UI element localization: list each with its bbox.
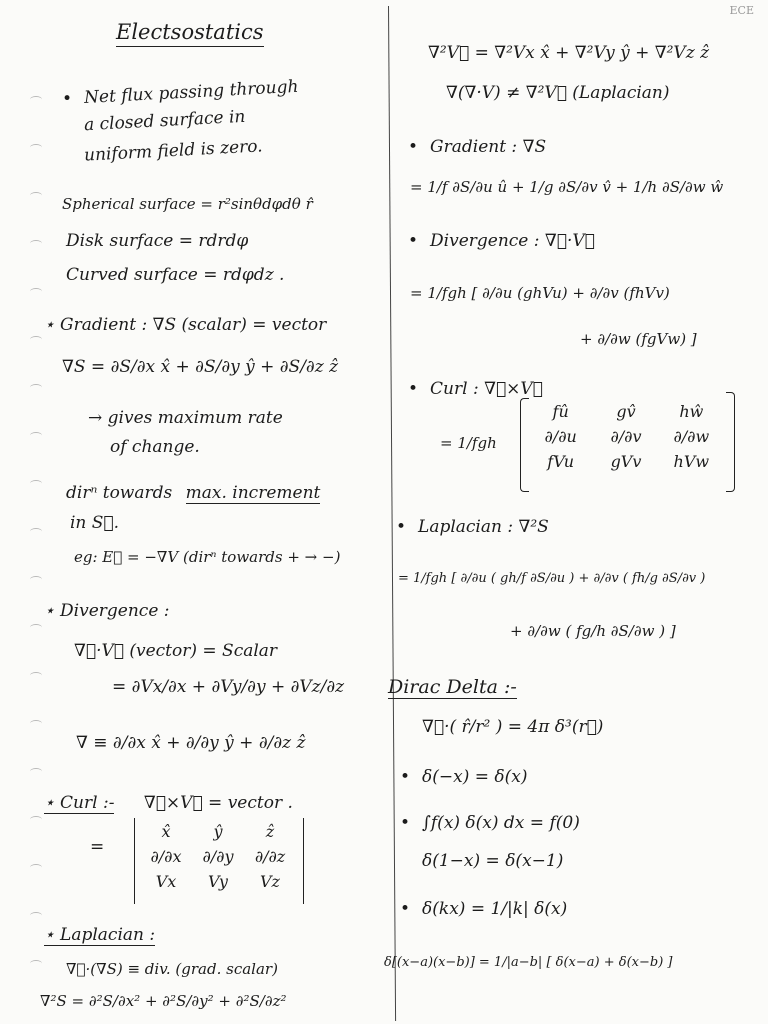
example-line: eg: E⃗ = −∇V (dirⁿ towards + → −) xyxy=(74,548,341,566)
curl-bracket-right xyxy=(726,392,735,492)
page-title: Electsostatics xyxy=(116,20,264,47)
flux-line-1: • Net flux passing through xyxy=(62,76,299,110)
laplacian-general-heading: • Laplacian : ∇²S xyxy=(396,516,549,538)
dirac-line-6: δ[(x−a)(x−b)] = 1/|a−b| [ δ(x−a) + δ(x−b) ] xyxy=(384,955,673,970)
dirac-line-5: • δ(kx) = 1/|k| δ(x) xyxy=(400,898,567,920)
laplacian-line-1: ∇⃗·(∇S) ≡ div. (grad. scalar) xyxy=(66,960,278,978)
left-curl-cell: ∂/∂z xyxy=(254,847,286,866)
divergence-general-eq-1: = 1/fgh [ ∂/∂u (ghVu) + ∂/∂v (fhVv) xyxy=(410,284,670,302)
divergence-line-1: ∇⃗·V⃗ (vector) = Scalar xyxy=(74,641,278,661)
punch-hole xyxy=(30,528,42,535)
dirac-delta-heading: Dirac Delta :- xyxy=(388,676,517,698)
left-curl-cell: ẑ xyxy=(265,822,275,841)
left-curl-cell: ∂/∂y xyxy=(202,847,234,866)
right-curl-cell: ∂/∂w xyxy=(673,427,710,446)
divergence-line-2: = ∂Vx/∂x + ∂Vy/∂y + ∂Vz/∂z xyxy=(112,677,345,697)
direction-line xyxy=(66,482,320,504)
gradient-equation: ∇S = ∂S/∂x x̂ + ∂S/∂y ŷ + ∂S/∂z ẑ xyxy=(62,357,339,377)
curl-matrix xyxy=(140,822,296,891)
punch-hole xyxy=(30,384,42,391)
curl-general-matrix xyxy=(528,402,724,471)
right-curl-cell: hŵ xyxy=(679,402,704,421)
punch-hole xyxy=(30,816,42,823)
max-increment: max. increment xyxy=(185,483,321,503)
dirac-line-3: • ∫f(x) δ(x) dx = f(0) xyxy=(400,812,580,834)
gradient-general-eq: = 1/f ∂S/∂u û + 1/g ∂S/∂v v̂ + 1/h ∂S/∂w ŵ xyxy=(410,178,724,196)
punch-hole xyxy=(30,432,42,439)
punch-hole xyxy=(30,912,42,919)
punch-hole xyxy=(30,288,42,295)
dirac-line-1: ∇⃗·( r̂/r² ) = 4π δ³(r⃗) xyxy=(422,717,604,737)
divergence-heading: ⋆ Divergence : xyxy=(44,601,170,621)
laplacian-general-eq-1: = 1/fgh [ ∂/∂u ( gh/f ∂S/∂u ) + ∂/∂v ( fh/g ∂S/∂v ) xyxy=(398,571,706,586)
curved-surface: Curved surface = rdφdz . xyxy=(66,265,285,285)
corner-mark: ECE xyxy=(729,4,754,17)
gradient-heading: ⋆ Gradient : ∇S (scalar) = vector xyxy=(44,315,327,335)
punch-hole xyxy=(30,864,42,871)
disk-surface: Disk surface = rdrdφ xyxy=(66,231,249,251)
punch-hole xyxy=(30,96,42,103)
right-curl-cell: fVu xyxy=(547,452,575,471)
punch-hole xyxy=(30,720,42,727)
punch-hole xyxy=(30,144,42,151)
punch-hole xyxy=(30,336,42,343)
left-curl-cell: Vy xyxy=(208,872,228,891)
curl-equation: ∇⃗×V⃗ = vector . xyxy=(143,793,293,813)
right-curl-cell: hVw xyxy=(673,452,710,471)
punch-hole xyxy=(30,192,42,199)
punch-hole xyxy=(30,576,42,583)
laplacian-general-eq-2: + ∂/∂w ( fg/h ∂S/∂w ) ] xyxy=(510,622,676,640)
left-curl-cell: x̂ xyxy=(161,822,171,841)
laplacian-line-2: ∇²S = ∂²S/∂x² + ∂²S/∂y² + ∂²S/∂z² xyxy=(40,992,287,1010)
punch-hole xyxy=(30,960,42,967)
vector-laplacian-2: ∇(∇·V) ≠ ∇²V⃗ (Laplacian) xyxy=(446,83,670,103)
direction-text: dirⁿ towards xyxy=(66,483,173,503)
gradient-general-heading: • Gradient : ∇S xyxy=(408,136,546,158)
left-curl-cell: ŷ xyxy=(213,822,223,841)
curl-equals: = xyxy=(90,837,105,857)
punch-hole xyxy=(30,240,42,247)
right-curl-cell: gv̂ xyxy=(616,402,636,421)
right-curl-cell: fû xyxy=(552,402,569,421)
right-curl-cell: ∂/∂u xyxy=(544,427,577,446)
left-curl-cell: ∂/∂x xyxy=(150,847,182,866)
right-curl-cell: ∂/∂v xyxy=(610,427,642,446)
spherical-surface: Spherical surface = r²sinθdφdθ r̂ xyxy=(62,195,313,213)
divergence-general-eq-2: + ∂/∂w (fgVw) ] xyxy=(580,330,697,348)
punch-hole xyxy=(30,672,42,679)
dirac-line-2: • δ(−x) = δ(x) xyxy=(400,766,528,788)
gives-line-1: → gives maximum rate xyxy=(88,408,283,428)
divergence-line-3: ∇ ≡ ∂/∂x x̂ + ∂/∂y ŷ + ∂/∂z ẑ xyxy=(76,733,306,753)
curl-general-heading: • Curl : ∇⃗×V⃗ xyxy=(408,378,543,400)
dirac-line-4: δ(1−x) = δ(x−1) xyxy=(422,851,564,871)
left-curl-cell: Vz xyxy=(260,872,280,891)
punch-hole xyxy=(30,480,42,487)
left-curl-cell: Vx xyxy=(155,872,177,891)
laplacian-heading: ⋆ Laplacian : xyxy=(44,925,156,945)
flux-line-2: a closed surface in xyxy=(83,106,246,136)
punch-hole xyxy=(30,768,42,775)
right-curl-cell: gVv xyxy=(610,452,642,471)
column-divider xyxy=(388,6,396,1021)
flux-line-3: uniform field is zero. xyxy=(83,136,264,166)
gives-line-2: of change. xyxy=(110,437,200,457)
punch-hole xyxy=(30,624,42,631)
vector-laplacian-1: ∇²V⃗ = ∇²Vx x̂ + ∇²Vy ŷ + ∇²Vz ẑ xyxy=(428,43,710,63)
divergence-general-heading: • Divergence : ∇⃗·V⃗ xyxy=(408,230,595,252)
direction-line-2: in S⃗. xyxy=(70,513,120,533)
curl-general-prefix: = 1/fgh xyxy=(440,434,497,452)
curl-heading: ⋆ Curl :- xyxy=(44,793,115,813)
